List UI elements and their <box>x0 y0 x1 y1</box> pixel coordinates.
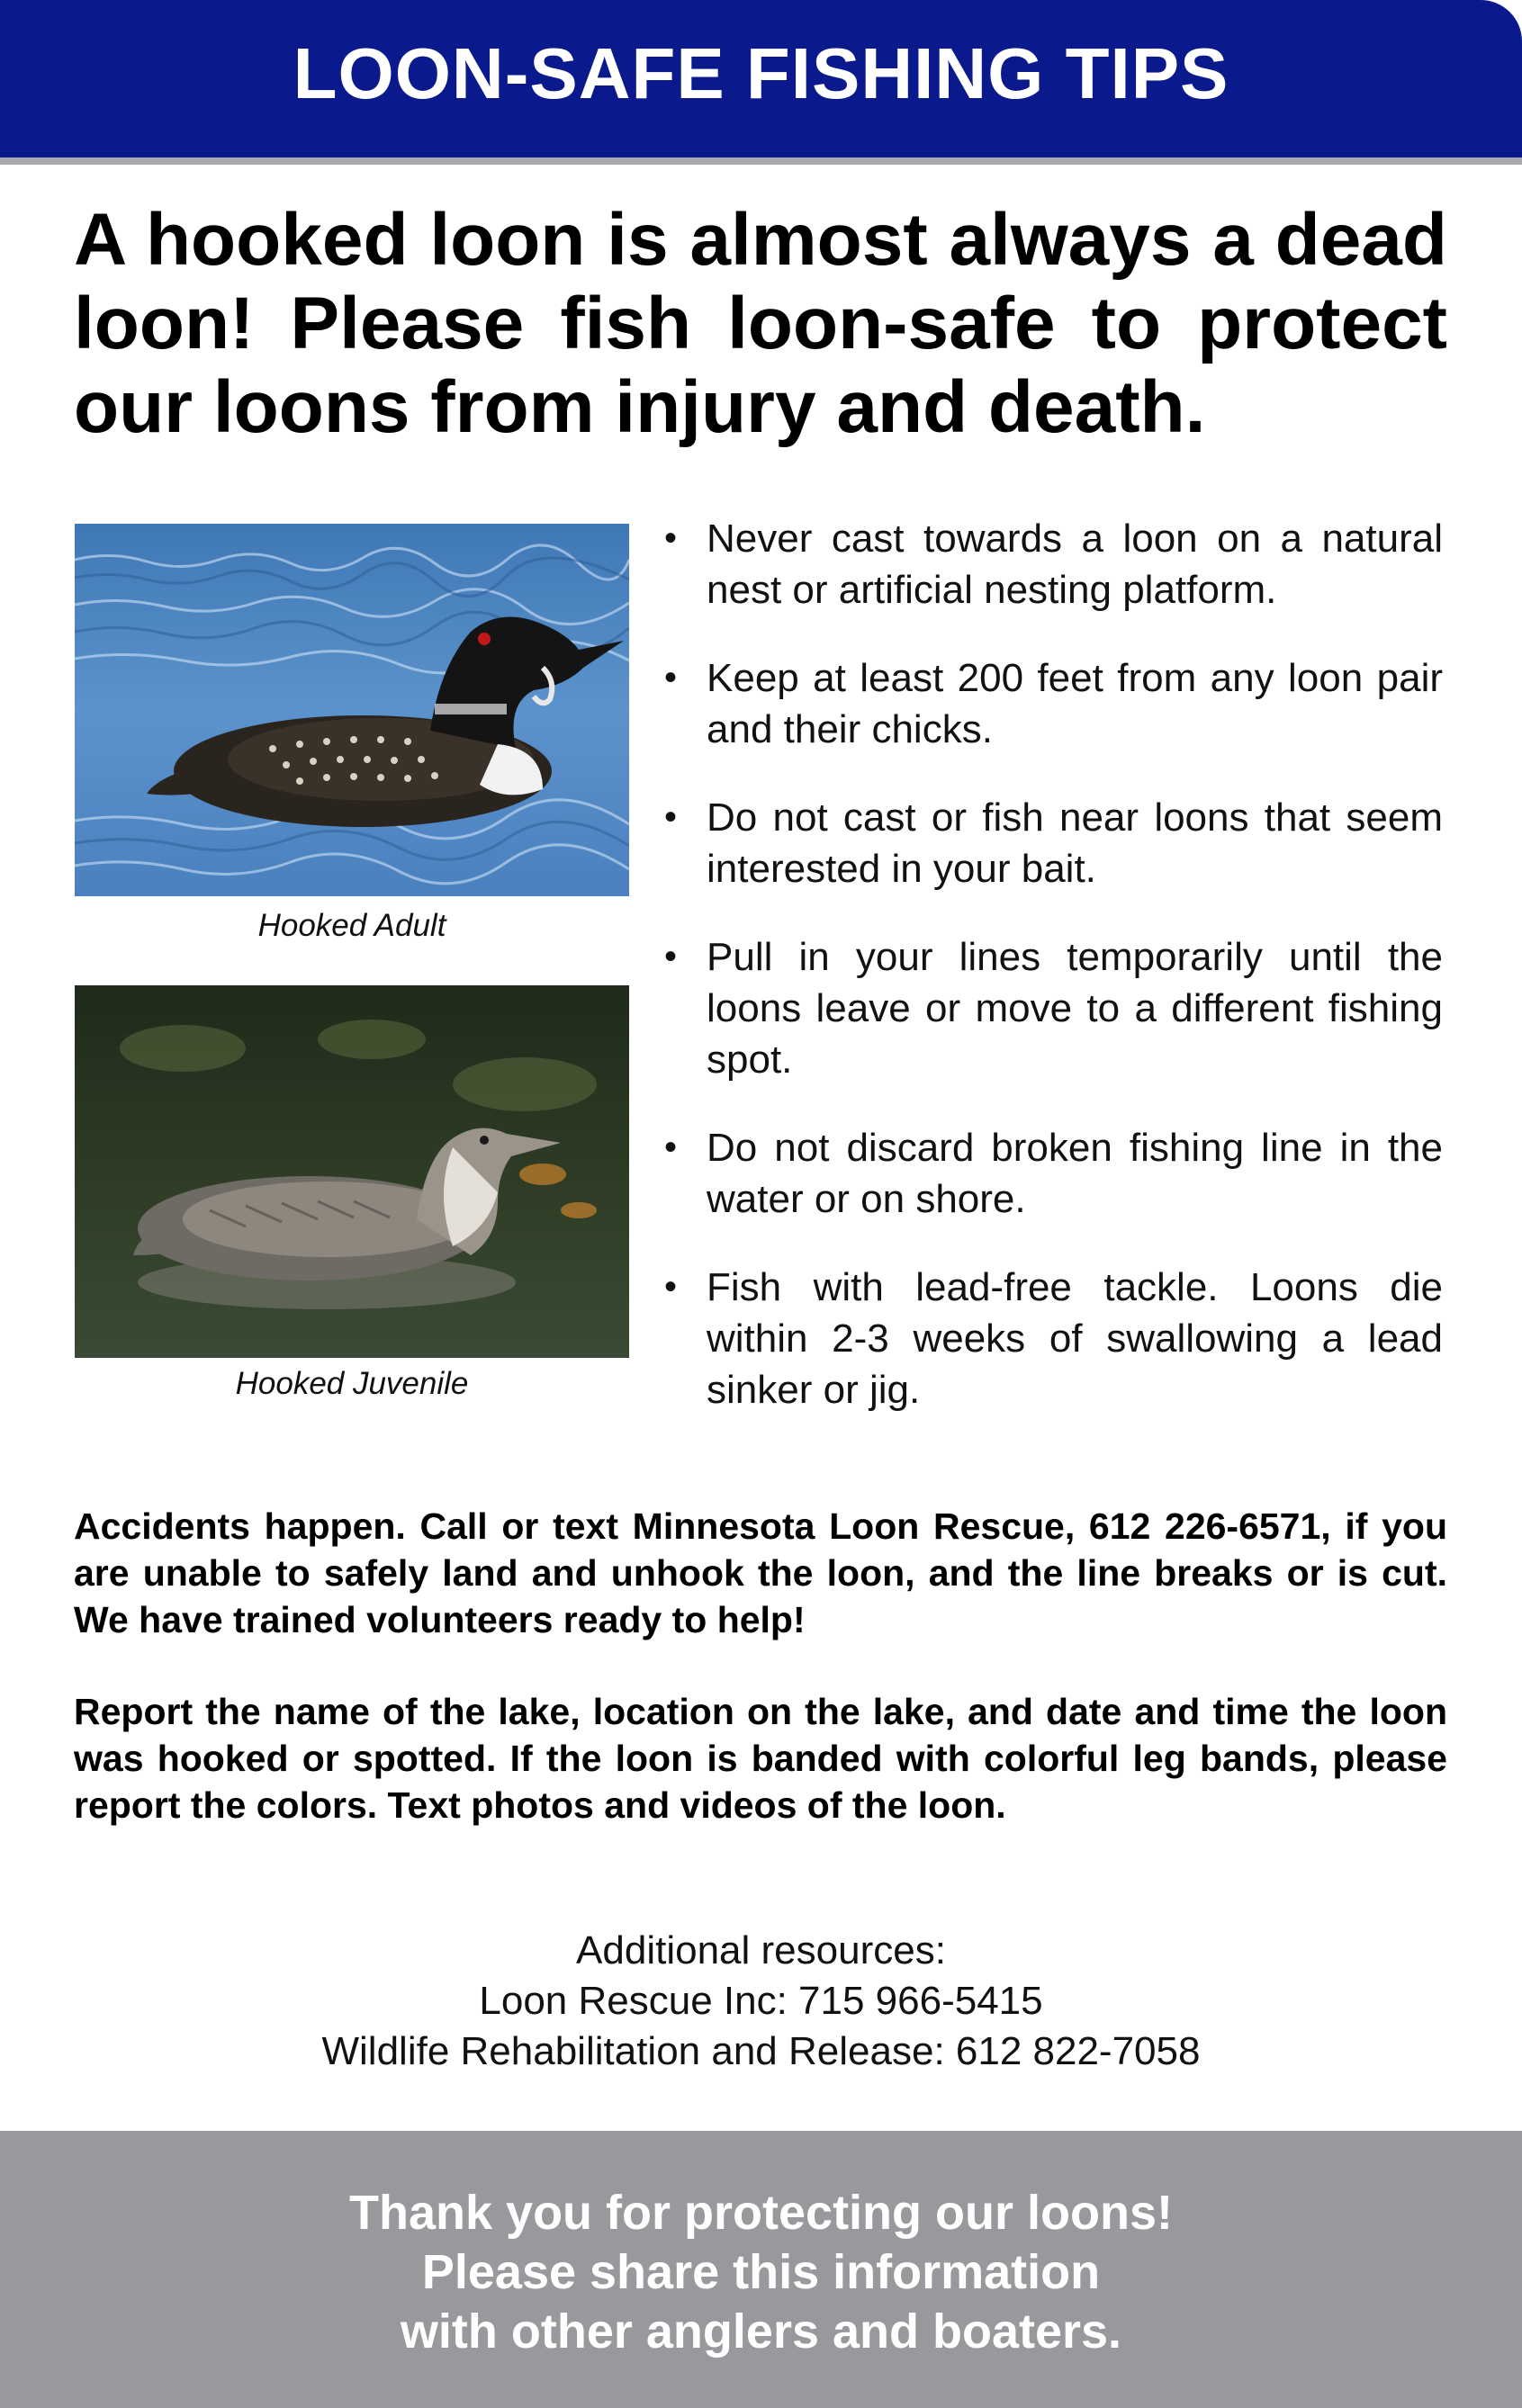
flyer-title: LOON-SAFE FISHING TIPS <box>293 32 1229 113</box>
additional-resources <box>0 1926 1522 2077</box>
footer-line: Thank you for protecting our loons! <box>349 2186 1173 2240</box>
header-banner <box>0 0 1522 165</box>
resource-line: Loon Rescue Inc: 715 966-5415 <box>479 1979 1043 2023</box>
resources-heading: Additional resources: <box>576 1928 946 1972</box>
tip-item: • Keep at least 200 feet from any loon pair and their chicks. <box>664 652 1443 755</box>
hooked-juvenile-caption: Hooked Juvenile <box>235 1366 469 1401</box>
tip-item: • Fish with lead-free tackle. Loons die within 2-3 weeks of swallowing a lead sinker or jig. <box>664 1262 1443 1415</box>
footer-banner <box>0 2131 1522 2408</box>
headline: A hooked loon is almost always a dead loon! Please fish loon-safe to protect our loons from injury and death. <box>74 199 1447 448</box>
tip-item: • Do not cast or fish near loons that seem interested in your bait. <box>664 792 1443 894</box>
tip-item: • Never cast towards a loon on a natural nest or artificial nesting platform. <box>664 513 1443 615</box>
report-paragraph: Report the name of the lake, location on the lake, and date and time the loon was hooked or spotted. If the loon is banded with colorful leg bands, please report the colors. Text photos and videos of the loon. <box>74 1691 1447 1826</box>
tips-list <box>664 513 1443 1452</box>
tip-item: • Pull in your lines temporarily until the loons leave or move to a different fishing spot. <box>664 931 1443 1085</box>
resource-line: Wildlife Rehabilitation and Release: 612 822-7058 <box>321 2029 1201 2073</box>
hooked-adult-caption: Hooked Adult <box>257 908 446 943</box>
accidents-paragraph: Accidents happen. Call or text Minnesota Loon Rescue, 612 226-6571, if you are unable to safely land and unhook the loon, and the line breaks or is cut. We have trained volunteers ready to help! <box>74 1505 1447 1640</box>
hooked-adult-photo <box>75 524 629 896</box>
hooked-juvenile-photo <box>75 985 629 1358</box>
tip-item: • Do not discard broken fishing line in the water or on shore. <box>664 1122 1443 1225</box>
footer-line: Please share this information <box>421 2245 1101 2299</box>
footer-line: with other anglers and boaters. <box>400 2305 1122 2359</box>
